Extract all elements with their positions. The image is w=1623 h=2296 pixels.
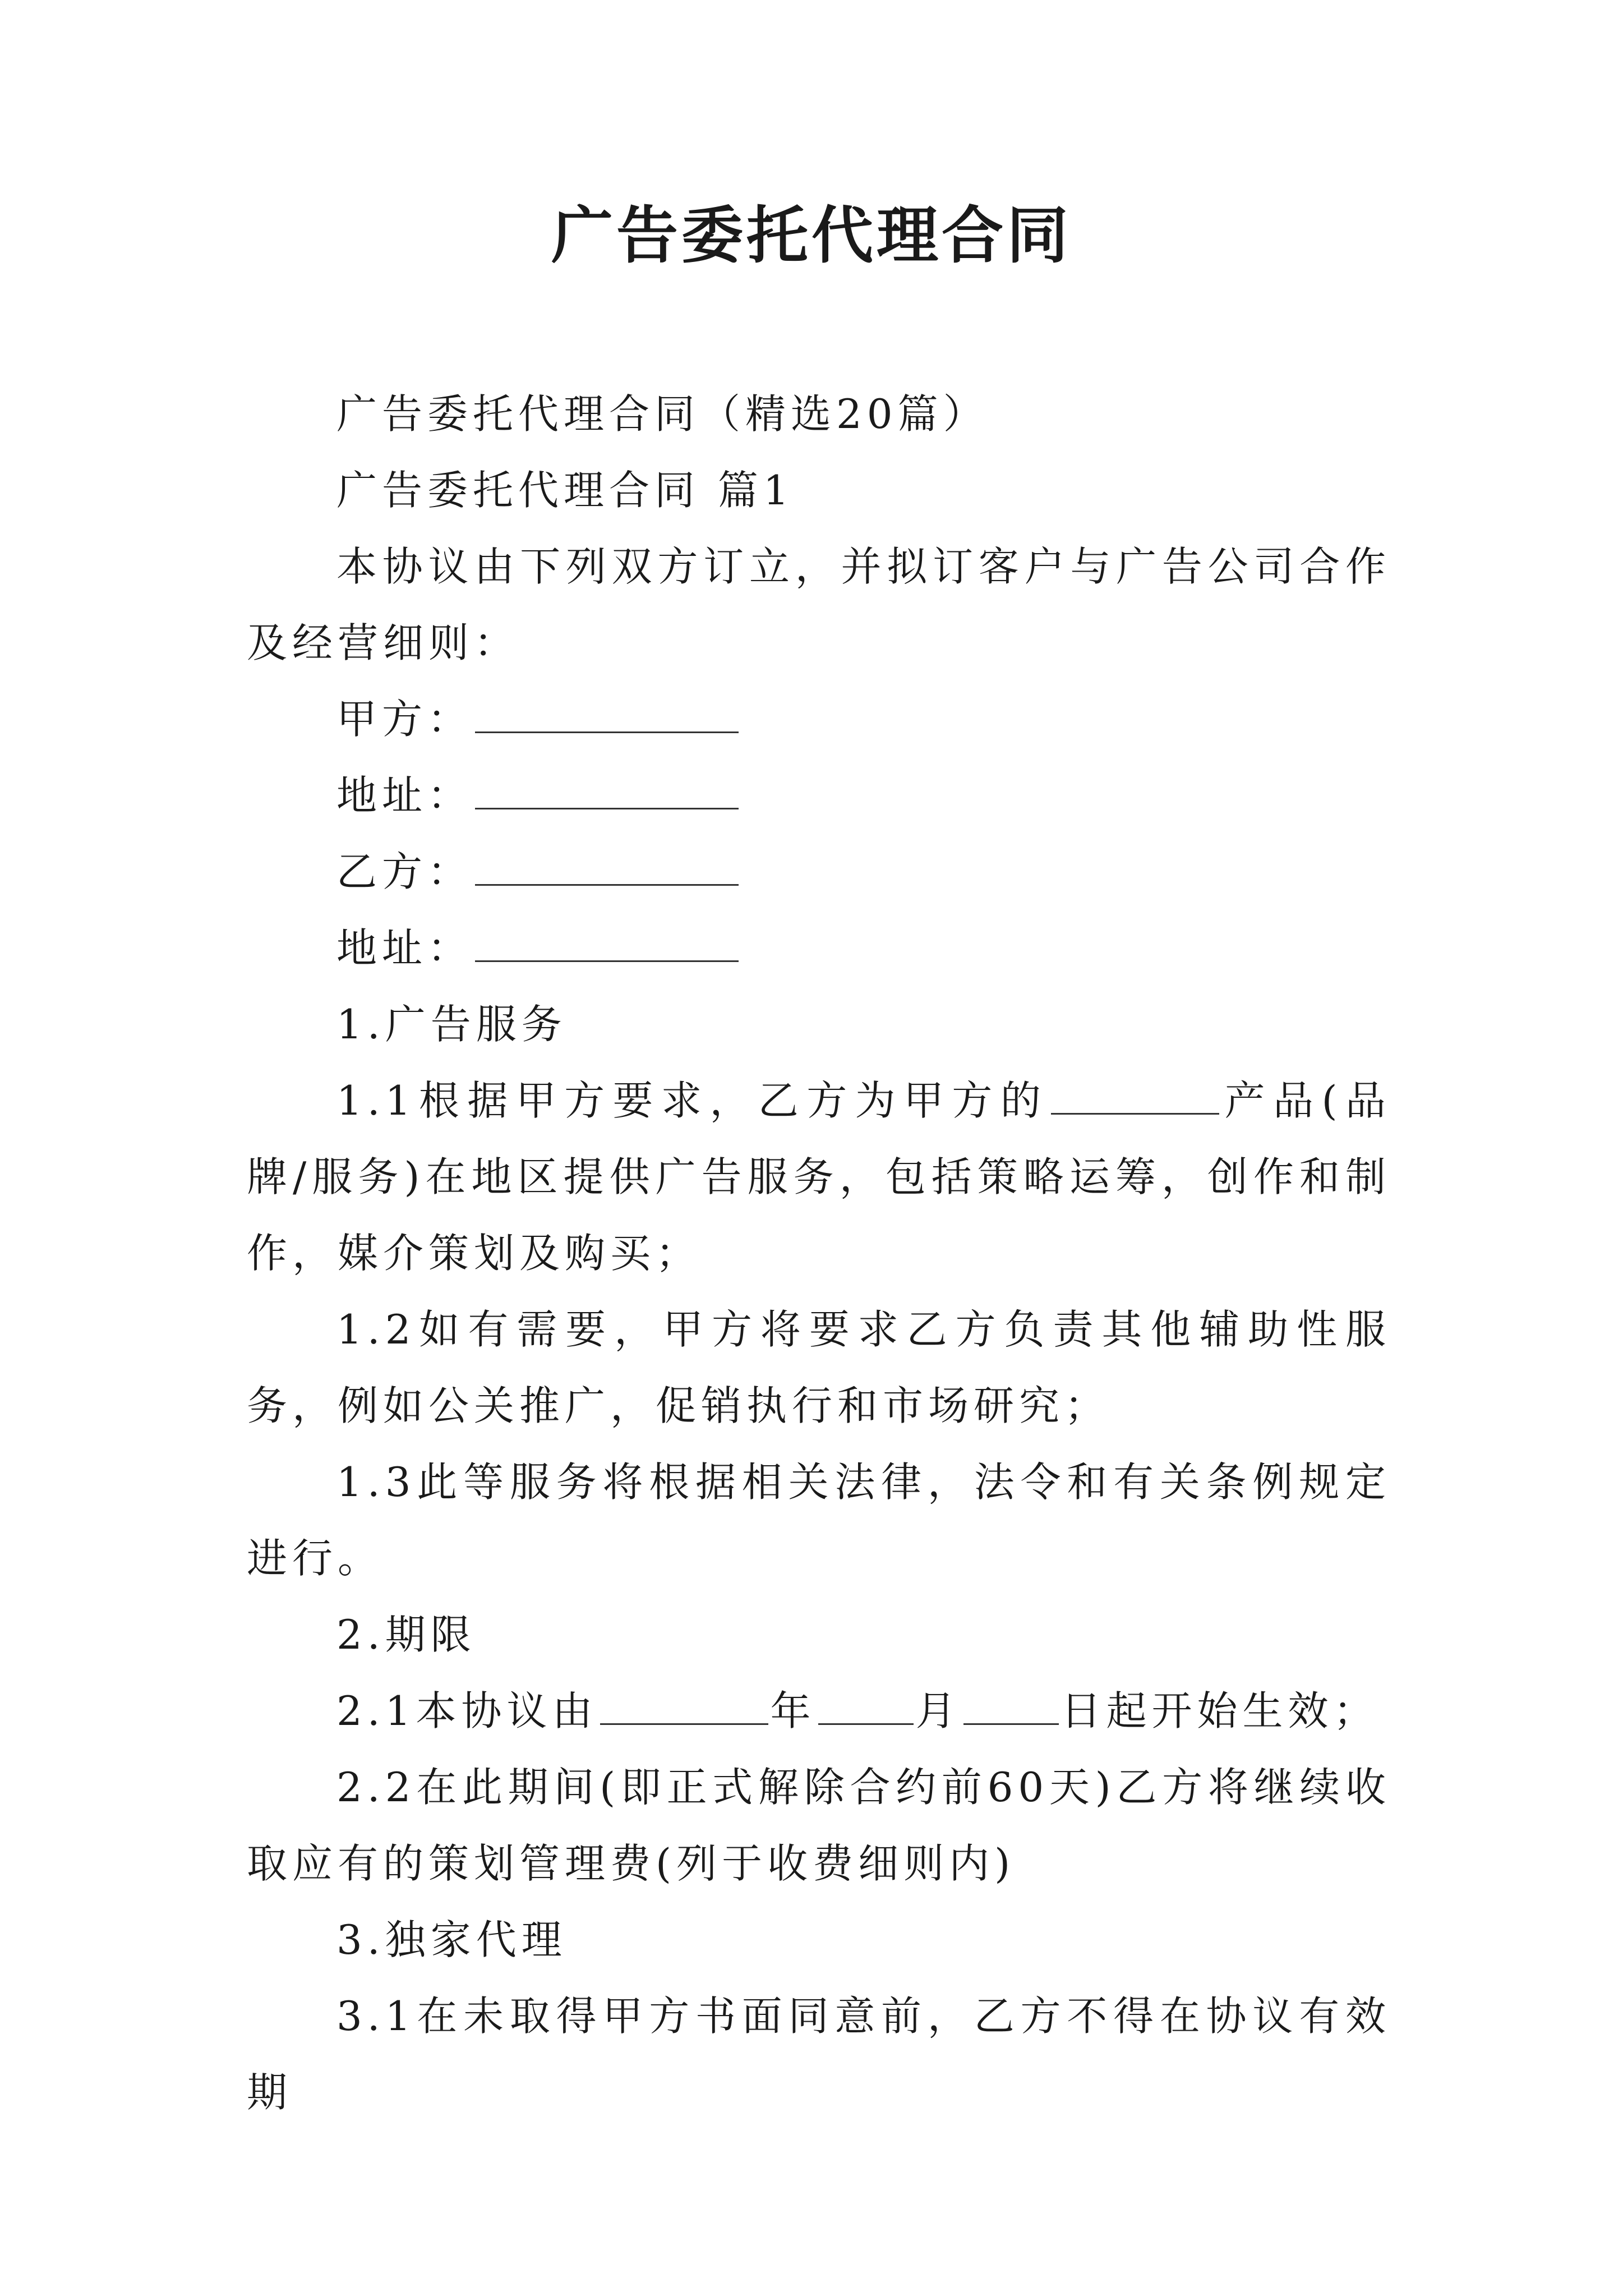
section-2-heading: 2.期限 (336, 1611, 476, 1658)
party-b-line (247, 834, 1391, 910)
address-a-label: 地址： (336, 772, 473, 819)
month-blank (818, 1690, 914, 1725)
clause-3-1: 3.1在未取得甲方书面同意前，乙方不得在协议有效期 (247, 1993, 1391, 2116)
clause-1-1-after: 产品(品牌/服务)在地区提供广告服务，包括策略运筹，创作和制作，媒介策划及购买； (247, 1077, 1391, 1277)
clause-2-1-d: 日起开始生效； (1061, 1687, 1379, 1734)
day-blank (963, 1690, 1059, 1725)
intro-paragraph: 本协议由下列双方订立，并拟订客户与广告公司合作及经营细则： (247, 543, 1391, 666)
party-b-blank (475, 850, 739, 886)
clause-1-3: 1.3此等服务将根据相关法律，法令和有关条例规定进行。 (247, 1458, 1391, 1582)
product-blank (1051, 1079, 1219, 1115)
party-a-label: 甲方： (336, 696, 473, 743)
clause-2-1-b: 年 (770, 1687, 816, 1734)
party-a-blank (475, 698, 739, 733)
address-b-line (247, 910, 1391, 986)
clause-1-1 (247, 1062, 1391, 1291)
address-b-blank (475, 927, 739, 962)
year-blank (600, 1690, 768, 1725)
clause-2-1 (247, 1673, 1391, 1749)
clause-2-1-c: 月 (915, 1687, 961, 1734)
document-title: 广告委托代理合同 (551, 199, 1072, 272)
document-body (247, 376, 1391, 2131)
section-heading: 广告委托代理合同 篇1 (336, 467, 794, 514)
party-a-line (247, 681, 1391, 757)
clause-1-2: 1.2如有需要，甲方将要求乙方负责其他辅助性服务，例如公关推广，促销执行和市场研究； (247, 1306, 1391, 1429)
subtitle: 广告委托代理合同（精选20篇） (336, 390, 989, 438)
address-a-blank (475, 774, 739, 809)
clause-2-1-a: 2.1本协议由 (336, 1687, 598, 1734)
section-1-heading: 1.广告服务 (336, 1001, 567, 1048)
address-a-line (247, 757, 1391, 834)
party-b-label: 乙方： (336, 848, 473, 895)
clause-2-2: 2.2在此期间(即正式解除合约前60天)乙方将继续收取应有的策划管理费(列于收费细则内) (247, 1764, 1391, 1887)
clause-1-1-before: 1.1根据甲方要求，乙方为甲方的 (336, 1077, 1049, 1124)
section-3-heading: 3.独家代理 (336, 1916, 567, 1963)
address-b-label: 地址： (336, 924, 473, 972)
